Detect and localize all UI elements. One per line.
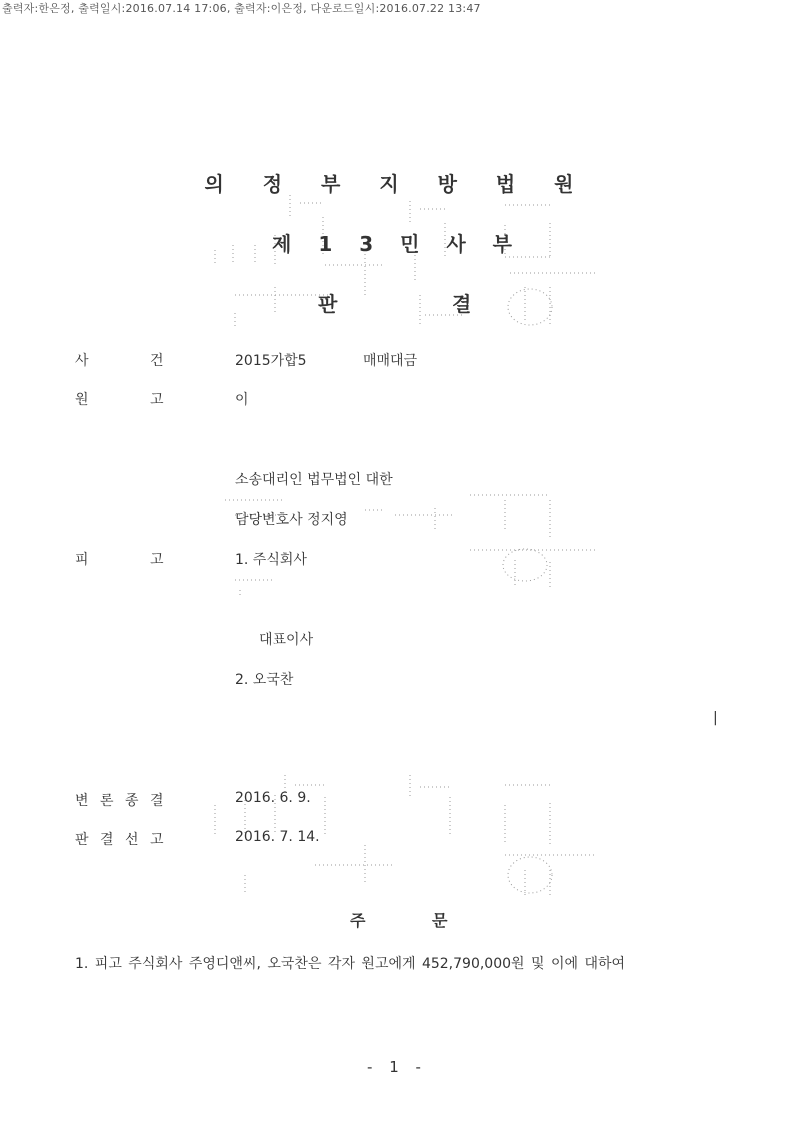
page-number: - 1 -: [367, 1058, 427, 1076]
judgment-title-char-1: 판: [318, 292, 338, 316]
plaintiff-attorney-row: [0, 509, 794, 531]
order-heading: [350, 908, 448, 931]
order-line-1: 1. 피고 주식회사 주영디앤씨, 오국찬은 각자 원고에게 452,790,000원 및 이에 대하여: [75, 956, 626, 972]
defendant-rep-row: [0, 629, 794, 651]
case-number: 2015가합5: [235, 353, 307, 369]
plaintiff-label-char: 원: [75, 392, 89, 408]
ruling-label-char: 판: [75, 832, 89, 848]
defendant-row: [0, 549, 794, 571]
case-row: [0, 350, 794, 372]
closing-row: [0, 790, 794, 812]
court-name: 의 정 부 지 방 법 원: [204, 172, 590, 196]
defendant-first: 1. 주식회사: [235, 552, 307, 568]
defendant-second-row: [0, 669, 794, 691]
closing-label-char: 변: [75, 793, 89, 809]
plaintiff-attorney: 담당변호사 정지영: [235, 512, 348, 528]
ruling-label-char: 선: [125, 832, 139, 848]
defendant-label-char: 피: [75, 552, 89, 568]
download-header: 출력자:한은정, 출력일시:2016.07.14 17:06, 출력자:이은정, 다운로드일시:2016.07.22 13:47: [2, 2, 481, 15]
closing-date: 2016. 6. 9.: [235, 790, 311, 806]
plaintiff-label-char: 고: [150, 392, 164, 408]
defendant-label-char: 고: [150, 552, 164, 568]
defendant-first-rep: 대표이사: [259, 632, 314, 648]
case-label-char: 사: [75, 353, 89, 369]
closing-label-char: 결: [150, 793, 164, 809]
order-heading-char-1: 주: [350, 911, 366, 930]
judgment-title: [318, 288, 472, 317]
ruling-label-char: 결: [100, 832, 114, 848]
plaintiff-counsel-row: [0, 469, 794, 491]
defendant-second: 2. 오국찬: [235, 672, 294, 688]
margin-mark: |: [713, 710, 718, 726]
closing-label-char: 론: [100, 793, 114, 809]
plaintiff-name: 이: [235, 392, 249, 408]
ruling-row: [0, 829, 794, 851]
watermark-seal: [205, 195, 605, 335]
case-name: 매매대금: [363, 353, 418, 369]
case-label-char: 건: [150, 353, 164, 369]
ruling-date: 2016. 7. 14.: [235, 829, 320, 845]
judgment-title-char-2: 결: [452, 292, 472, 316]
court-division: 제 1 3 민 사 부: [272, 232, 522, 256]
ruling-label-char: 고: [150, 832, 164, 848]
plaintiff-counsel: 소송대리인 법무법인 대한: [235, 472, 393, 488]
closing-label-char: 종: [125, 793, 139, 809]
order-heading-char-2: 문: [432, 911, 448, 930]
plaintiff-row: [0, 389, 794, 411]
